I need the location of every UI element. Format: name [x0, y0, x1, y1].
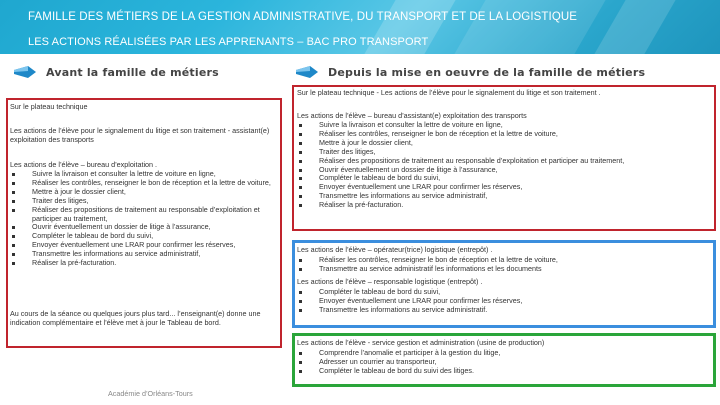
list-item: Transmettre les informations au service administratif.: [297, 306, 713, 315]
list-item: Réaliser la pré-facturation.: [297, 201, 713, 210]
list-item: Compléter le tableau de bord du suivi,: [10, 232, 276, 241]
list-item: Réaliser les contrôles, renseigner le bon de réception et la lettre de voiture,: [297, 256, 713, 265]
left-paragraph: Les actions de l’élève – bureau d’exploitation .: [10, 160, 158, 169]
list-item: Compléter le tableau de bord du suivi des litiges.: [297, 367, 713, 376]
list-item: Réaliser des propositions de traitement au responsable d’exploitation et participer au traitement,: [297, 157, 713, 166]
right-blue-bullet-list: [297, 256, 713, 274]
left-bullet-list: [10, 170, 276, 268]
right-green-bullet-list: [297, 349, 713, 376]
right-red-intro: Sur le plateau technique - Les actions de l’élève pour le signalement du litige et son traitement .: [297, 88, 601, 97]
list-item: Suivre la livraison et consulter la lettre de voiture en ligne,: [10, 170, 276, 179]
header-facet: [594, 0, 675, 54]
arrow-right-icon: [296, 66, 318, 78]
right-red-bullet-list: [297, 121, 713, 210]
list-item: Transmettre au service administratif les informations et les documents: [297, 265, 713, 274]
list-item: Transmettre les informations au service administratif,: [10, 250, 276, 259]
page-title: FAMILLE DES MÉTIERS DE LA GESTION ADMINISTRATIVE, DU TRANSPORT ET DE LA LOGISTIQUE: [28, 11, 578, 23]
list-item: Réaliser les contrôles, renseigner le bon de réception et la lettre de voiture,: [297, 130, 713, 139]
list-item: Envoyer éventuellement une LRAR pour confirmer les réserves,: [297, 297, 713, 306]
right-column-heading: Depuis la mise en oeuvre de la famille de métiers: [328, 66, 646, 79]
list-item: Mettre à jour le dossier client,: [297, 139, 713, 148]
list-item: Suivre la livraison et consulter la lettre de voiture en ligne,: [297, 121, 713, 130]
list-item: Traiter des litiges,: [10, 197, 276, 206]
list-item: Traiter des litiges,: [297, 148, 713, 157]
list-item: Compléter le tableau de bord du suivi,: [297, 288, 713, 297]
list-item: Comprendre l’anomalie et participer à la gestion du litige,: [297, 349, 713, 358]
right-blue-bullet-list: [297, 288, 713, 315]
list-item: Ouvrir éventuellement un dossier de litige à l’assurance,: [297, 166, 713, 175]
arrow-right-icon: [14, 66, 36, 78]
right-blue-paragraph: Les actions de l’élève – responsable logistique (entrepôt) .: [297, 277, 483, 286]
list-item: Ouvrir éventuellement un dossier de litige à l’assurance,: [10, 223, 276, 232]
right-blue-paragraph: Les actions de l’élève – opérateur(trice) logistique (entrepôt) .: [297, 245, 493, 254]
list-item: Transmettre les informations au service administratif,: [297, 192, 713, 201]
right-green-paragraph: Les actions de l’élève - service gestion et administration (usine de production): [297, 338, 545, 347]
list-item: Envoyer éventuellement une LRAR pour confirmer les réserves,: [10, 241, 276, 250]
list-item: Compléter le tableau de bord du suivi,: [297, 174, 713, 183]
left-column-heading: Avant la famille de métiers: [46, 66, 219, 79]
list-item: Adresser un courrier au transporteur,: [297, 358, 713, 367]
footer-credit: Académie d’Orléans-Tours: [108, 389, 193, 398]
header-banner: [0, 0, 720, 54]
left-paragraph: Les actions de l’élève pour le signalement du litige et son traitement - assistant(e) exploitation des transports: [10, 126, 270, 144]
right-red-paragraph: Les actions de l’élève – bureau d’assistant(e) exploitation des transports: [297, 111, 527, 120]
header-facet: [454, 0, 605, 54]
left-intro: Sur le plateau technique: [10, 102, 88, 111]
left-paragraph: Au cours de la séance ou quelques jours plus tard... l’enseignant(e) donne une indication complémentaire et l’élève met à jour le Tableau de bord.: [10, 309, 261, 327]
list-item: Réaliser les contrôles, renseigner le bon de réception et la lettre de voiture,: [10, 179, 276, 188]
list-item: Envoyer éventuellement une LRAR pour confirmer les réserves,: [297, 183, 713, 192]
list-item: Réaliser la pré-facturation.: [10, 259, 276, 268]
list-item: Réaliser des propositions de traitement au responsable d’exploitation et participer au traitement,: [10, 206, 276, 224]
list-item: Mettre à jour le dossier client,: [10, 188, 276, 197]
page-subtitle: LES ACTIONS RÉALISÉES PAR LES APPRENANTS – BAC PRO TRANSPORT: [28, 36, 429, 48]
